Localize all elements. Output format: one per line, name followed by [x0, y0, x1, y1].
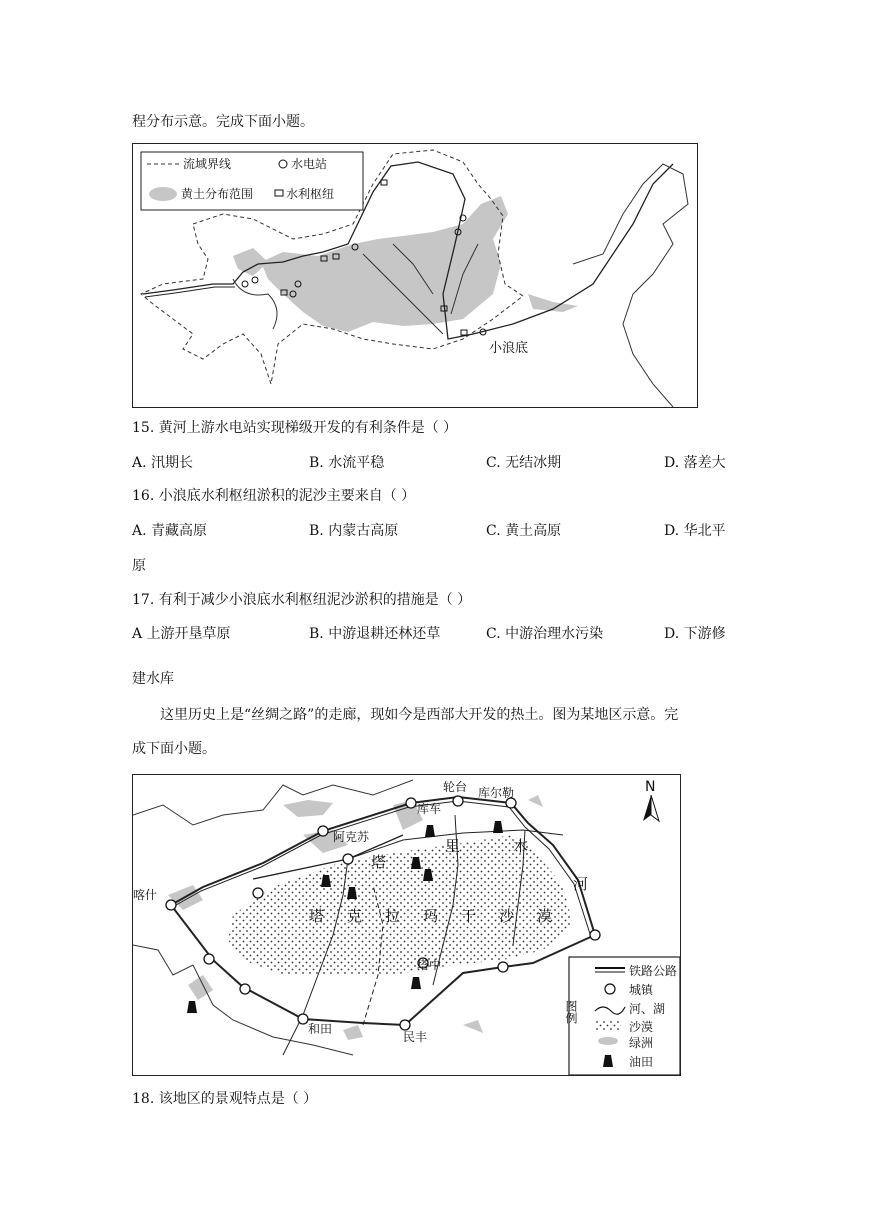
legend-oil: 油田: [629, 1055, 654, 1069]
q18-stem: 18. 该地区的景观特点是（ ）: [132, 1091, 318, 1107]
label-xiaolangdi: 小浪底: [489, 341, 529, 356]
north-label: N: [645, 779, 656, 795]
intro2-line1: 这里历史上是“丝绸之路”的走廊，现如今是西部大开发的热土。图为某地区示意。完: [160, 707, 679, 723]
legend-boundary: 流域界线: [183, 157, 232, 171]
city-kuche: 库车: [417, 802, 442, 816]
legend-road: 铁路公路: [629, 964, 678, 978]
q16-option-b: B. 内蒙古高原: [309, 523, 399, 539]
q15-stem: 15. 黄河上游水电站实现梯级开发的有利条件是（ ）: [132, 420, 458, 436]
city-luntai: 轮台: [443, 780, 468, 794]
city-akesu: 阿克苏: [333, 830, 370, 844]
river-char-4: 河: [573, 875, 589, 893]
legend-desert: 沙漠: [629, 1020, 654, 1034]
legend-loess: 黄土分布范围: [181, 187, 254, 201]
q16-option-d: D. 华北平: [664, 523, 726, 539]
intro-text: 程分布示意。完成下面小题。: [132, 114, 314, 130]
intro2-line2: 成下面小题。: [132, 741, 216, 757]
q16-option-a: A. 青藏高原: [132, 523, 208, 539]
legend-hydro: 水电站: [291, 157, 328, 171]
legend-oasis: 绿洲: [629, 1036, 654, 1050]
q15-option-b: B. 水流平稳: [309, 455, 385, 471]
q16-option-d-continued: 原: [132, 558, 146, 574]
legend-town: 城镇: [629, 983, 654, 997]
city-kashi: 喀什: [133, 888, 158, 902]
legend-river-lake: 河、湖: [629, 1002, 666, 1016]
loess-area: [261, 196, 508, 332]
yellow-river-map: [132, 143, 698, 408]
q17-option-a: A 上游开垦草原: [132, 626, 231, 642]
river-char-3: 木: [513, 837, 529, 855]
q17-option-d: D. 下游修: [664, 626, 726, 642]
desert-char-4: 玛: [423, 907, 439, 925]
desert-char-2: 克: [347, 907, 363, 925]
city-tazhong: 塔中: [417, 958, 442, 972]
river-char-1: 塔: [371, 853, 387, 871]
q17-option-d-continued: 建水库: [132, 671, 174, 687]
q16-option-c: C. 黄土高原: [486, 523, 562, 539]
legend-title-1: 图例: [564, 1000, 578, 1024]
q15-option-a: A. 汛期长: [132, 455, 194, 471]
tarim-basin-map: [132, 774, 681, 1076]
desert-area: [228, 835, 573, 975]
north-arrow-icon: [643, 795, 659, 821]
city-hetian: 和田: [308, 1022, 333, 1036]
desert-char-1: 塔: [309, 907, 325, 925]
q17-option-c: C. 中游治理水污染: [486, 626, 604, 642]
desert-char-6: 沙: [499, 907, 515, 925]
q15-option-c: C. 无结冰期: [486, 455, 562, 471]
desert-char-7: 漠: [537, 907, 553, 925]
q16-stem: 16. 小浪底水利枢纽淤积的泥沙主要来自（ ）: [132, 488, 416, 504]
q15-option-d: D. 落差大: [664, 455, 726, 471]
river-char-2: 里: [445, 837, 461, 855]
desert-char-5: 干: [461, 907, 477, 925]
legend-hub: 水利枢纽: [286, 187, 335, 201]
q17-option-b: B. 中游退耕还林还草: [309, 626, 441, 642]
loess-legend-swatch: [149, 187, 177, 201]
city-kuerle: 库尔勒: [478, 786, 515, 800]
q17-stem: 17. 有利于减少小浪底水利枢纽泥沙淤积的措施是（ ）: [132, 592, 472, 608]
desert-char-3: 拉: [385, 907, 401, 925]
city-minfeng: 民丰: [403, 1030, 428, 1044]
